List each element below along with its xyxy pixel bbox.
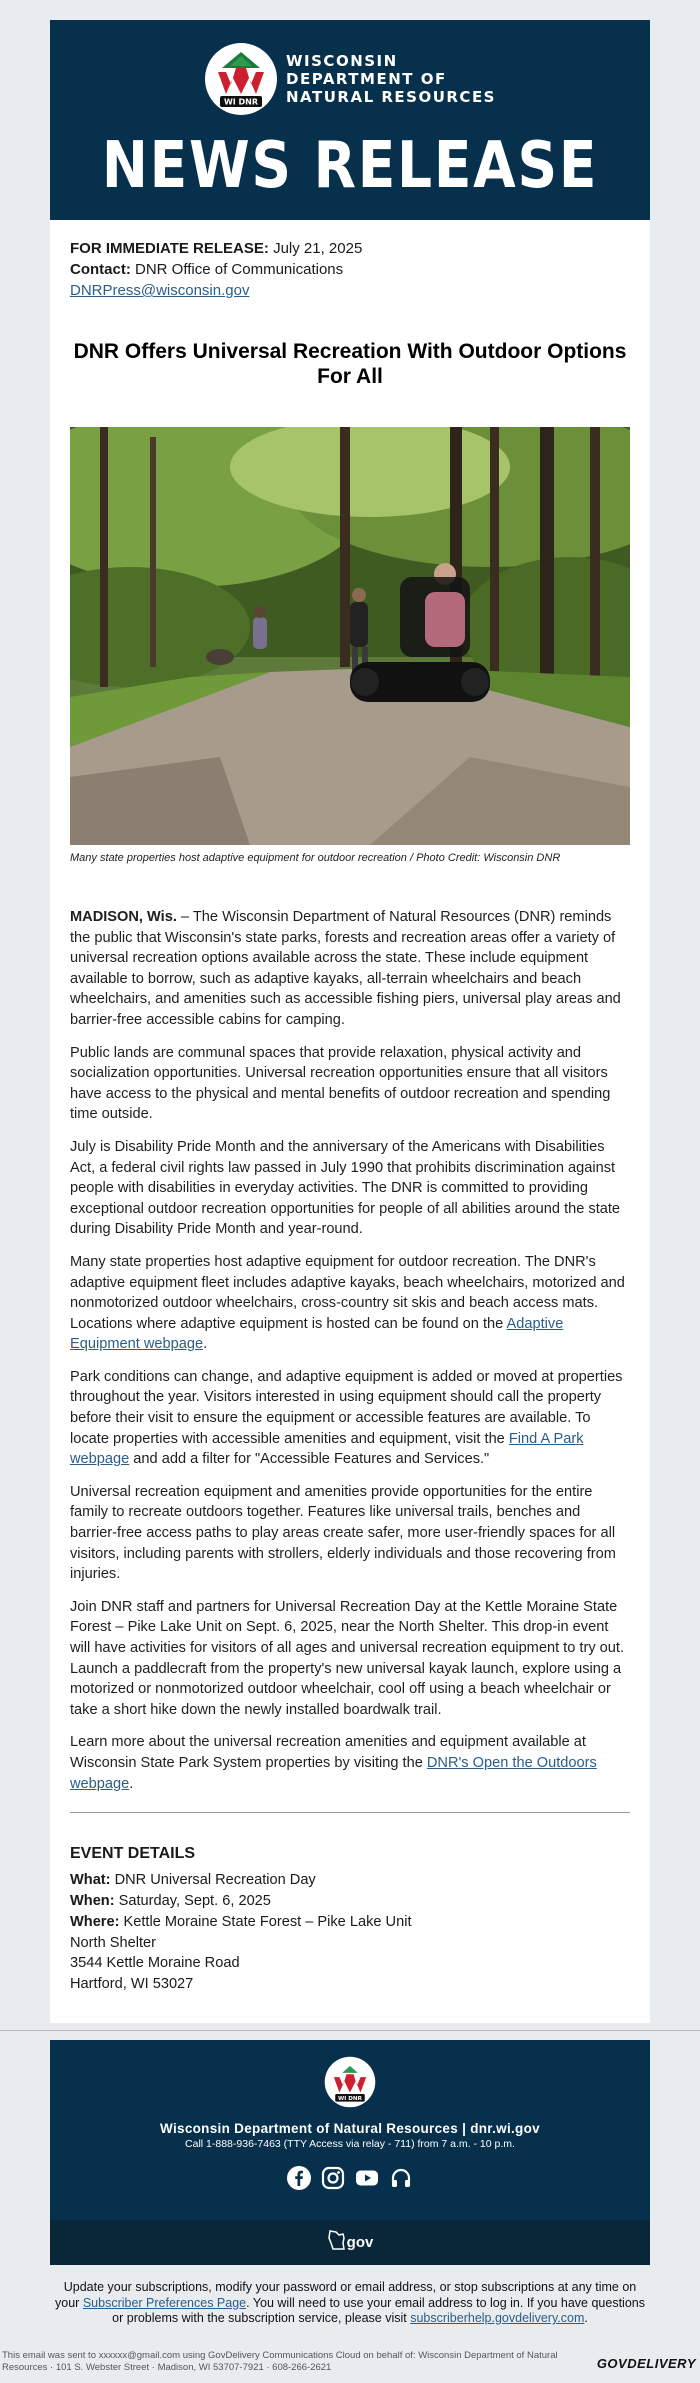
footer-logo-badge-text: WI DNR [338, 2095, 362, 2102]
paragraph: Learn more about the universal recreation amenities and equipment available at Wisconsin State Park System properties by visiting the DNR's Open the Outdoors webpage. [70, 1734, 597, 1792]
trail-photo [70, 427, 630, 845]
section-divider [70, 1812, 630, 1813]
open-outdoors-link[interactable]: DNR's Open the Outdoors webpage [70, 1754, 597, 1792]
paragraph: Many state properties host adaptive equipment for outdoor recreation. The DNR's adaptive equipment fleet includes adaptive kayaks, beach wheelchairs, motorized and nonmotorized outdoor wheelchairs, cross-country sit skis and beach access mats. Locations where adaptive equipment is hosted can be found on the Adaptive Equipment webpage. [70, 1253, 625, 1353]
footer-phone: Call 1-888-936-7463 (TTY Access via relay - 711) from 7 a.m. - 10 p.m. [185, 2138, 515, 2150]
dnr-logo-icon [204, 42, 278, 116]
agency-name [286, 52, 496, 106]
paragraph: Public lands are communal spaces that provide relaxation, physical activity and socialization opportunities. Universal recreation opportunities ensure that all visitors have access to the physical and mental benefits of outdoor recreation and spending time outside. [70, 1044, 611, 1123]
facebook-icon[interactable] [287, 2166, 311, 2190]
dateline: MADISON, Wis. [70, 909, 177, 925]
paragraph: Universal recreation equipment and amenities provide opportunities for the entire family to recreate outdoors together. Features like universal trails, benches and barrier-free access paths to play areas create safer, more user-friendly spaces for all visitors, including parents with strollers, elderly individuals and those recovering from injuries. [70, 1483, 616, 1583]
dnr-logo [50, 42, 650, 116]
news-release-title: NEWS RELEASE [101, 129, 599, 203]
event-what: DNR Universal Recreation Day [114, 1872, 316, 1889]
subscriber-preferences-link[interactable]: Subscriber Preferences Page [82, 2295, 247, 2310]
paragraph: MADISON, Wis. – The Wisconsin Department of Natural Resources (DNR) reminds the public that Wisconsin's state parks, forests and recreation areas offer a variety of universal recreation options available across the state. These include equipment available to borrow, such as adaptive kayaks, all-terrain wheelchairs and beach wheelchairs, and amenities such as accessible fishing piers, universal play areas and barrier-free accessible cabins for camping. [70, 909, 621, 1028]
release-label: FOR IMMEDIATE RELEASE: [70, 240, 269, 257]
adaptive-equipment-link[interactable]: Adaptive Equipment webpage [70, 1315, 564, 1353]
youtube-icon[interactable] [355, 2166, 379, 2190]
event-address-line: North Shelter [70, 1934, 156, 1951]
agency-line: WISCONSIN [286, 52, 398, 70]
page-divider [0, 2030, 700, 2031]
event-where: Kettle Moraine State Forest – Pike Lake Unit [123, 1913, 412, 1930]
logo-badge-text: WI DNR [223, 97, 259, 107]
gov-label: gov [346, 2234, 374, 2251]
event-when: Saturday, Sept. 6, 2025 [118, 1892, 271, 1909]
header-banner [50, 20, 650, 220]
social-links [50, 2166, 650, 2190]
find-a-park-link[interactable]: Find A Park webpage [70, 1430, 584, 1468]
wisconsin-outline-icon [327, 2229, 347, 2256]
footer-dnr-logo-icon[interactable] [324, 2056, 376, 2113]
govdelivery-logo[interactable]: GOVDELIVERY [596, 2356, 696, 2371]
agency-line: DEPARTMENT OF [286, 70, 447, 88]
event-address-line: 3544 Kettle Moraine Road [70, 1955, 240, 1972]
agency-line: NATURAL RESOURCES [286, 88, 496, 106]
podcast-icon[interactable] [389, 2166, 413, 2190]
article-body [70, 907, 630, 1794]
event-details: EVENT DETAILS What: DNR Universal Recreation Day When: Saturday, Sept. 6, 2025 Where: Kettle Moraine State Forest – Pike Lake Unit North Shelter 3544 Kettle Moraine Road Hartford, WI 53027 [70, 1843, 630, 1995]
contact-label: Contact: [70, 261, 131, 278]
email-card [50, 20, 650, 2023]
content [50, 220, 650, 2023]
paragraph: Park conditions can change, and adaptive equipment is added or moved at properties throughout the year. Visitors interested in using equipment should call the property before their visit to ensure the equipment or accessible features are available. To locate properties with accessible amenities and equipment, visit the Find A Park webpage and add a filter for "Accessible Features and Services." [70, 1368, 623, 1468]
press-email-link[interactable]: DNRPress@wisconsin.gov [70, 282, 250, 299]
event-address-line: Hartford, WI 53027 [70, 1976, 194, 1993]
sent-by-text: This email was sent to xxxxxx@gmail.com using GovDelivery Communications Cloud on behalf of: Wisconsin Department of Natural Resources · 101 S. Webster Street · Madison, WI 53707-7921 · 608-266-2621 [2, 2350, 558, 2373]
photo-caption: Many state properties host adaptive equipment for outdoor recreation / Photo Credit: Wisconsin DNR [70, 852, 561, 864]
headline: DNR Offers Universal Recreation With Outdoor Options For All [73, 340, 627, 388]
gov-bar [50, 2220, 650, 2265]
contact-value: DNR Office of Communications [135, 261, 344, 278]
event-heading: EVENT DETAILS [70, 1845, 196, 1863]
subscriber-help-link[interactable]: subscriberhelp.govdelivery.com [410, 2311, 585, 2325]
subscription-preferences: Update your subscriptions, modify your password or email address, or stop subscriptions at any time on your Subscriber Preferences Page. You will need to use your email address to log in. If you have questions or problems with the subscription service, please visit subscriberhelp.govdelivery.com. [55, 2280, 645, 2325]
sent-by-notice [0, 2350, 700, 2374]
paragraph: Join DNR staff and partners for Universal Recreation Day at the Kettle Moraine State Forest – Pike Lake Unit on Sept. 6, 2025, near the North Shelter. This drop-in event will have activities for visitors of all ages and universal recreation equipment to try out. Launch a paddlecraft from the property's new universal kayak launch, explore using a motorized or nonmotorized outdoor wheelchair, cool off using a beach wheelchair or take a short hike down the newly installed boardwalk trail. [70, 1598, 625, 1718]
footer [50, 2040, 650, 2265]
release-meta [70, 238, 630, 301]
paragraph: July is Disability Pride Month and the anniversary of the Americans with Disabilities Act, a federal civil rights law passed in July 1990 that prohibits discrimination against people with disabilities in everyday activities. The DNR is committed to providing exceptional outdoor recreation opportunities for people of all abilities around the state during Disability Pride Month and year-round. [70, 1138, 621, 1238]
footer-org: Wisconsin Department of Natural Resources | dnr.wi.gov [160, 2121, 540, 2136]
instagram-icon[interactable] [321, 2166, 345, 2190]
release-date: July 21, 2025 [273, 240, 363, 257]
